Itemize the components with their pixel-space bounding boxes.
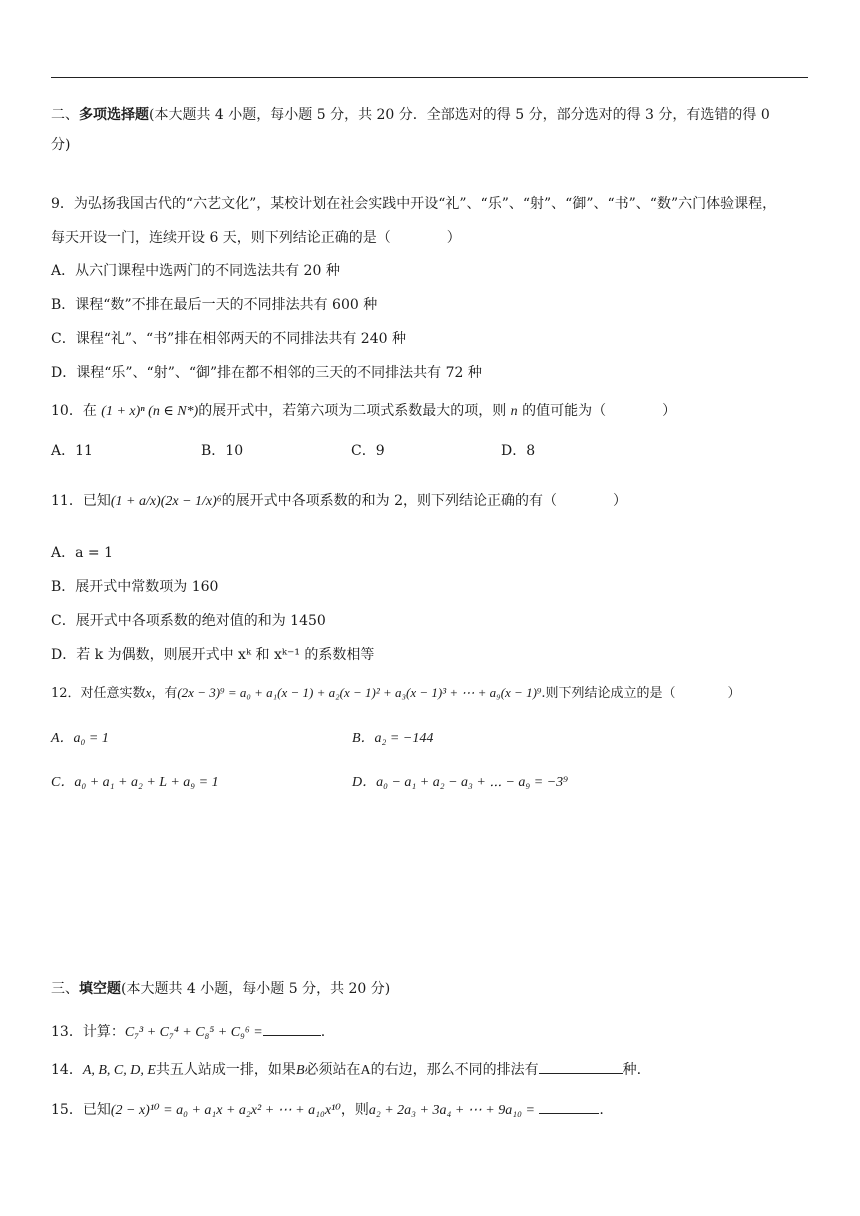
q14-prefix: 14． — [51, 1062, 83, 1078]
q15-end: . — [599, 1102, 604, 1118]
q13-stem — [51, 1021, 325, 1043]
q15-stem — [51, 1099, 604, 1121]
q15-mid: ，则 — [340, 1102, 369, 1118]
q9-option-c: C．课程“礼”、“书”排在相邻两天的不同排法共有 240 种 — [51, 331, 406, 347]
q9-option-a: A．从六门课程中选两门的不同选法共有 20 种 — [51, 263, 340, 279]
section-2-heading — [51, 105, 770, 125]
q13-answer-blank[interactable] — [263, 1021, 321, 1036]
q13-end: . — [320, 1024, 326, 1040]
q12-formula: (2x − 3)⁹ = a₀ + a₁(x − 1) + a₂(x − 1)² + a₃(x − 1)³ + ⋯ + a₉(x − 1)⁹ — [177, 685, 542, 700]
q15-prefix: 15．已知 — [51, 1102, 111, 1118]
q12-option-b: B．a₂ = −144 — [352, 731, 434, 746]
q14-end: 种. — [622, 1062, 642, 1078]
q12-option-d: D．a₀ − a₁ + a₂ − a₃ + ⋯ − a₉ = −3⁹ — [352, 775, 569, 790]
q14-text-2: 必须站在 — [304, 1062, 361, 1078]
q10-option-c: C．9 — [351, 443, 385, 459]
section-3-title: 填空题 — [79, 981, 121, 997]
q10-stem — [51, 401, 676, 422]
header-rule — [51, 77, 808, 78]
q12-text: .则下列结论成立的是（ ） — [541, 686, 741, 701]
q11-option-b: B．展开式中常数项为 160 — [51, 579, 219, 595]
q11-prefix: 11．已知 — [51, 493, 111, 509]
q13-prefix: 13．计算： — [51, 1024, 125, 1040]
q13-formula: C₇³ + C₇⁴ + C₈⁵ + C₉⁶ = — [124, 1025, 263, 1040]
q12-stem — [51, 683, 741, 704]
q12-option-c: C．a₀ + a₁ + a₂ + L + a₉ = 1 — [51, 775, 219, 790]
q11-option-d: D．若 k 为偶数，则展开式中 xᵏ 和 xᵏ⁻¹ 的系数相等 — [51, 647, 375, 663]
q10-text-a: 的展开式中，若第六项为二项式系数最大的项，则 — [198, 403, 507, 419]
q14-stem — [51, 1059, 641, 1081]
q11-option-c: C．展开式中各项系数的绝对值的和为 1450 — [51, 613, 326, 629]
section-3-number: 三、 — [51, 981, 79, 997]
q12-mid: ，有 — [151, 686, 178, 701]
q10-prefix: 10．在 — [51, 403, 97, 419]
q11-text: 的展开式中各项系数的和为 2，则下列结论正确的有（ ） — [221, 493, 628, 509]
q11-stem — [51, 491, 627, 512]
q15-formula-1: (2 − x)¹⁰ = a₀ + a₁x + a₂x² + ⋯ + a₁₀x¹⁰ — [110, 1103, 341, 1118]
q10-option-d: D．8 — [501, 443, 536, 459]
q14-a: A — [360, 1063, 371, 1078]
q11-formula: (1 + a/x)(2x − 1/x)⁶ — [110, 494, 222, 509]
q14-text-1: 共五人站成一排，如果 — [155, 1062, 296, 1078]
q10-option-b: B．10 — [201, 443, 244, 459]
q12-prefix: 12．对任意实数 — [51, 686, 146, 701]
q10-text-b: 的值可能为（ ） — [522, 403, 677, 419]
q10-formula: (1 + x)ⁿ (n ∈ N*) — [101, 404, 199, 419]
q15-formula-2: a₂ + 2a₃ + 3a₄ + ⋯ + 9a₁₀ = — [368, 1103, 535, 1118]
q14-b: B — [295, 1063, 305, 1078]
section-3-description: (本大题共 4 小题，每小题 5 分，共 20 分) — [121, 981, 391, 997]
section-2-number: 二、 — [51, 107, 79, 123]
section-2-title: 多项选择题 — [79, 107, 149, 123]
q9-stem-line2: 每天开设一门，连续开设 6 天，则下列结论正确的是（ ） — [51, 230, 461, 246]
q14-answer-blank[interactable] — [539, 1059, 623, 1074]
q10-var-n: n — [510, 404, 518, 419]
q11-option-a: A．a = 1 — [51, 545, 113, 561]
section-3-heading — [51, 979, 390, 999]
q9-stem-line1: 9．为弘扬我国古代的“六艺文化”，某校计划在社会实践中开设“礼”、“乐”、“射”、“御”、“书”、“数”六门体验课程， — [51, 196, 777, 212]
q12-var-x: x — [145, 685, 152, 700]
section-2-description-cont: 分) — [51, 137, 71, 153]
q15-answer-blank[interactable] — [539, 1099, 599, 1114]
q9-option-b: B．课程“数”不排在最后一天的不同排法共有 600 种 — [51, 297, 378, 313]
q10-option-a: A．11 — [51, 443, 93, 459]
q14-people: A, B, C, D, E — [82, 1063, 156, 1078]
q9-option-d: D．课程“乐”、“射”、“御”排在都不相邻的三天的不同排法共有 72 种 — [51, 365, 482, 381]
q14-text-3: 的右边，那么不同的排法有 — [370, 1062, 539, 1078]
section-2-description: (本大题共 4 小题，每小题 5 分，共 20 分．全部选对的得 5 分，部分选对的得 3 分，有选错的得 0 — [149, 107, 770, 123]
q12-option-a: A．a₀ = 1 — [51, 731, 109, 746]
